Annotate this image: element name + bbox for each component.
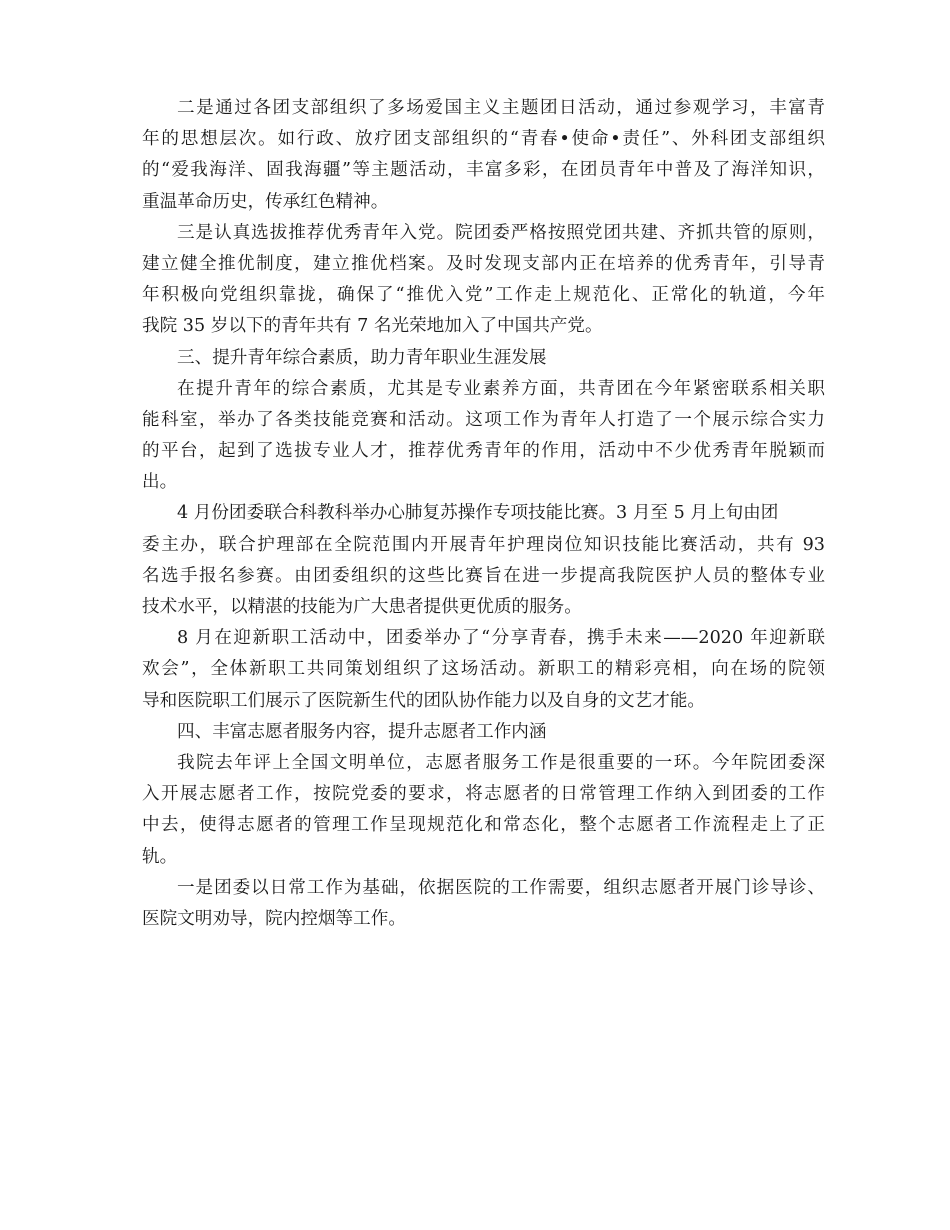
paragraph-line: 欢会”，全体新职工共同策划组织了这场活动。新职工的精彩亮相，向在场的院领 [142,659,825,680]
paragraph-line: 建立健全推优制度，建立推优档案。及时发现支部内正在培养的优秀青年，引导青 [142,253,825,274]
section-heading: 三、提升青年综合素质，助力青年职业生涯发展 [177,347,547,368]
paragraph-line: 二是通过各团支部组织了多场爱国主义主题团日活动，通过参观学习，丰富青 [177,98,825,118]
paragraph-line: 4 月份团委联合科教科举办心肺复苏操作专项技能比赛。3 月至 5 月上旬由团 [177,503,779,524]
section-heading: 四、丰富志愿者服务内容，提升志愿者工作内涵 [177,721,547,742]
paragraph-line: 能科室，举办了各类技能竞赛和活动。这项工作为青年人打造了一个展示综合实力 [142,409,825,430]
paragraph-line: 出。 [142,472,178,493]
paragraph-line: 在提升青年的综合素质，尤其是专业素养方面，共青团在今年紧密联系相关职 [177,378,825,399]
paragraph-line: 技术水平，以精湛的技能为广大患者提供更优质的服务。 [142,597,582,617]
paragraph-line: 入开展志愿者工作，按院党委的要求，将志愿者的日常管理工作纳入到团委的工作 [142,784,825,805]
paragraph-line: 我院 35 岁以下的青年共有 7 名光荣地加入了中国共产党。 [142,316,603,337]
paragraph-line: 名选手报名参赛。由团委组织的这些比赛旨在进一步提高我院医护人员的整体专业 [142,565,825,586]
document-body [142,93,825,935]
paragraph-line: 8 月在迎新职工活动中，团委举办了“分享青春，携手未来——2020 年迎新联 [177,628,825,649]
paragraph-line: 我院去年评上全国文明单位，志愿者服务工作是很重要的一环。今年院团委深 [177,752,825,773]
paragraph-line: 委主办，联合护理部在全院范围内开展青年护理岗位知识技能比赛活动，共有 93 [142,534,825,555]
paragraph-line: 年积极向党组织靠拢，确保了“推优入党”工作走上规范化、正常化的轨道，今年 [142,285,825,306]
paragraph-line: 一是团委以日常工作为基础，依据医院的工作需要，组织志愿者开展门诊导诊、 [177,877,825,898]
paragraph-line: 重温革命历史，传承红色精神。 [142,191,389,212]
paragraph-line: 的“爱我海洋、固我海疆”等主题活动，丰富多彩，在团员青年中普及了海洋知识， [142,160,825,181]
paragraph-line: 年的思想层次。如行政、放疗团支部组织的“青春•使命•责任”、外科团支部组织 [142,129,825,150]
paragraph-line: 导和医院职工们展示了医院新生代的团队协作能力以及自身的文艺才能。 [142,690,706,711]
paragraph-line: 轨。 [142,846,178,867]
paragraph-line: 医院文明劝导，院内控烟等工作。 [142,908,406,929]
paragraph-line: 三是认真选拔推荐优秀青年入党。院团委严格按照党团共建、齐抓共管的原则， [177,222,825,243]
paragraph-line: 中去，使得志愿者的管理工作呈现规范化和常态化，整个志愿者工作流程走上了正 [142,815,825,836]
paragraph-line: 的平台，起到了选拔专业人才，推荐优秀青年的作用，活动中不少优秀青年脱颖而 [142,441,825,462]
